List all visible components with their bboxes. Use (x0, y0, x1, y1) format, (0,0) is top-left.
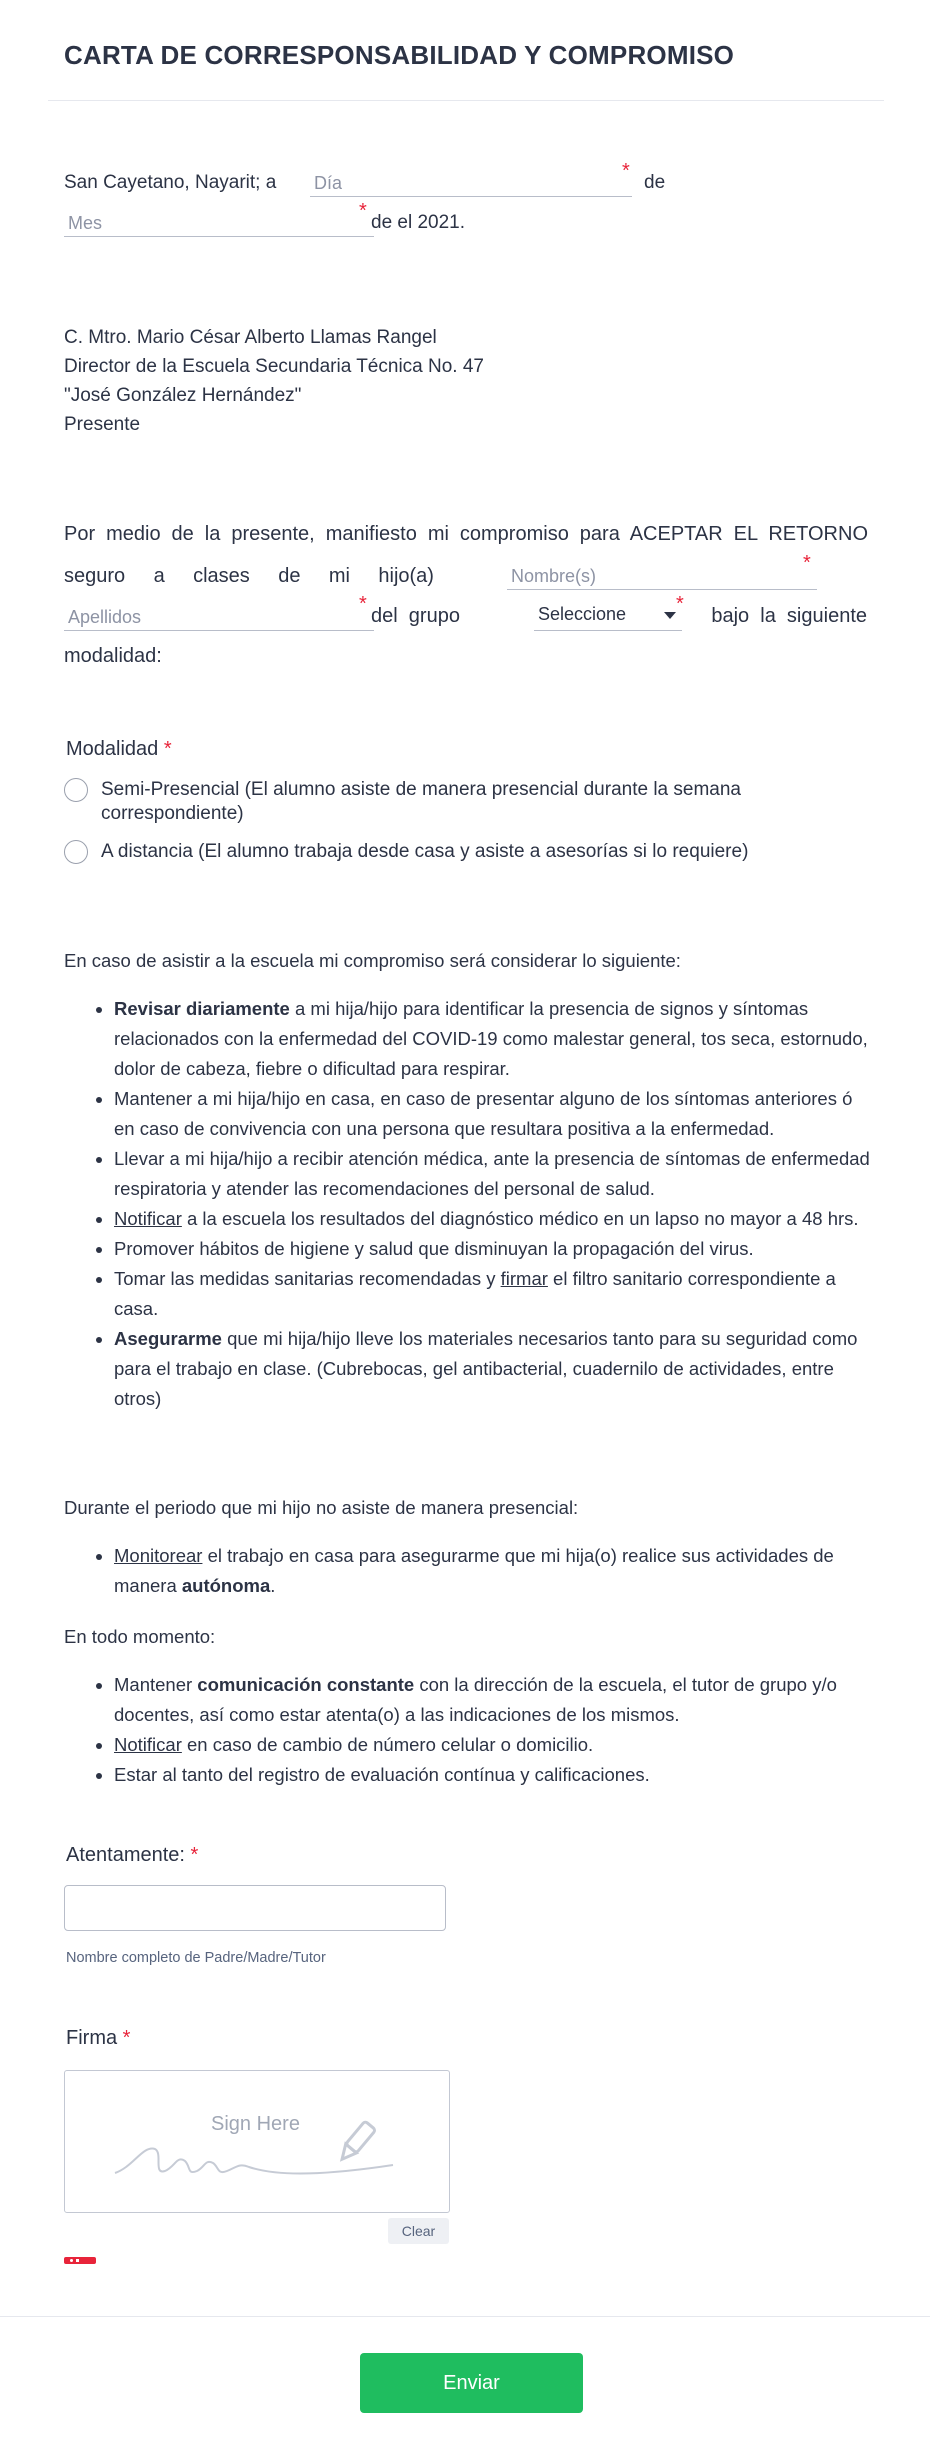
item-text: Mantener a mi hija/hijo en casa, en caso de presentar alguno de los síntomas anteriores ó en caso de convivencia con una persona que resultara positiva a la enfermedad. (114, 1088, 853, 1139)
group-select-value: Seleccione (538, 604, 627, 624)
list-item (114, 1234, 870, 1264)
radio-label-line: correspondiente) (101, 803, 244, 824)
commitment-line-4: modalidad: (64, 645, 162, 667)
item-strong: comunicación constante (197, 1674, 415, 1695)
item-text: con la dirección de la escuela, el tutor de grupo y/o docentes, así como estar atenta(o) a las indicaciones de los mismos. (114, 1674, 837, 1725)
list-item (114, 1264, 870, 1324)
address-line: Director de la Escuela Secundaria Técnica No. 47 (64, 356, 484, 377)
commitment-word: seguro (64, 565, 126, 587)
modalidad-label (66, 738, 172, 761)
address-line: C. Mtro. Mario César Alberto Llamas Rangel (64, 327, 437, 348)
list-item (114, 1760, 870, 1790)
commitment-word: de (278, 565, 301, 587)
sign-here-text: Sign Here (211, 2113, 300, 2135)
error-marker-icon (64, 2257, 96, 2264)
commitment-line-2 (64, 565, 434, 588)
item-text: Tomar las medidas sanitarias recomendadas y (114, 1268, 501, 1289)
item-underline: firmar (500, 1268, 548, 1289)
firma-label-text: Firma (66, 2027, 118, 2049)
commitment-word: hijo(a) (378, 565, 434, 587)
item-text: Llevar a mi hija/hijo a recibir atención médica, ante la presencia de síntomas de enfermedad respiratoria y atender las recomendaciones del personal de salud. (114, 1148, 870, 1199)
list-item (114, 1670, 870, 1730)
item-text: Estar al tanto del registro de evaluación contínua y calificaciones. (114, 1764, 650, 1785)
always-list (64, 1670, 870, 1790)
remote-intro: Durante el periodo que mi hijo no asiste de manera presencial: (64, 1497, 579, 1518)
firma-label (66, 2027, 130, 2050)
item-text: el trabajo en casa para asegurarme que mi hija(o) realice sus actividades de manera (114, 1545, 834, 1596)
month-input[interactable] (64, 210, 374, 237)
surnames-required-mark: * (359, 593, 367, 615)
item-underline: Monitorear (114, 1545, 203, 1566)
date-prefix: San Cayetano, Nayarit; a (64, 172, 277, 193)
always-intro: En todo momento: (64, 1626, 216, 1647)
signature-pad[interactable] (64, 2070, 450, 2213)
radio-label-line: Semi-Presencial (El alumno asiste de manera presencial durante la semana (101, 779, 741, 800)
list-item (114, 1730, 870, 1760)
names-required-mark: * (803, 552, 811, 574)
recipient-address (64, 323, 484, 439)
item-text: a mi hija/hijo para identificar la presencia de signos y síntomas relacionados con la enfermedad del COVID-19 como malestar general, tos seca, estornudo, dolor de cabeza, fiebre o dificultad para respirar. (114, 998, 868, 1079)
clear-signature-button[interactable]: Clear (388, 2218, 449, 2244)
address-line: Presente (64, 414, 141, 435)
list-item (114, 994, 870, 1084)
atentamente-label (66, 1844, 198, 1867)
item-strong: autónoma (181, 1575, 271, 1596)
date-mid: de (644, 172, 666, 193)
list-item (114, 1144, 870, 1204)
item-text: el filtro sanitario correspondiente a casa. (114, 1268, 836, 1319)
after-group-text: bajo la siguiente (711, 605, 867, 627)
item-strong: Asegurarme (114, 1328, 222, 1349)
modalidad-required-mark: * (163, 738, 172, 760)
address-line: "José González Hernández" (64, 385, 302, 406)
full-name-input[interactable] (64, 1885, 446, 1931)
school-list (64, 994, 870, 1414)
item-text: a la escuela los resultados del diagnóstico médico en un lapso no mayor a 48 hrs. (181, 1208, 859, 1229)
item-strong: Revisar diariamente (114, 998, 290, 1019)
firma-required-mark: * (122, 2027, 131, 2049)
group-select[interactable] (534, 604, 682, 631)
list-item (114, 1204, 870, 1234)
radio-button[interactable] (64, 840, 88, 864)
list-item (114, 1541, 870, 1601)
student-surnames-input[interactable] (64, 604, 374, 631)
commitment-line-1: Por medio de la presente, manifiesto mi compromiso para ACEPTAR EL RETORNO (64, 523, 868, 545)
atentamente-required-mark: * (190, 1844, 199, 1866)
day-required-mark: * (622, 160, 630, 182)
item-underline: Notificar (114, 1208, 182, 1229)
school-intro: En caso de asistir a la escuela mi compromiso será considerar lo siguiente: (64, 950, 681, 971)
chevron-down-icon (664, 612, 676, 619)
page-title: CARTA DE CORRESPONSABILIDAD Y COMPROMISO (64, 40, 735, 70)
date-suffix: de el 2021. (371, 212, 466, 233)
item-underline: Notificar (114, 1734, 182, 1755)
full-name-sublabel: Nombre completo de Padre/Madre/Tutor (66, 1950, 326, 1966)
student-names-input[interactable] (507, 563, 817, 590)
commitment-word: a (153, 565, 165, 587)
submit-button[interactable]: Enviar (360, 2353, 583, 2413)
list-item (114, 1324, 870, 1414)
day-input[interactable] (310, 170, 632, 197)
modalidad-label-text: Modalidad (66, 738, 159, 760)
month-required-mark: * (359, 200, 367, 222)
signature-scribble-icon (113, 2115, 413, 2185)
group-text: del grupo (371, 605, 460, 627)
commitment-word: mi (328, 565, 350, 587)
item-text: que mi hija/hijo lleve los materiales necesarios tanto para su seguridad como para el trabajo en clase. (Cubrebocas, gel antibacterial, cuadernilo de actividades, entre otros) (114, 1328, 858, 1409)
radio-option-label (101, 778, 801, 826)
commitment-word: clases (193, 565, 250, 587)
list-item (114, 1084, 870, 1144)
radio-option-label: A distancia (El alumno trabaja desde casa y asiste a asesorías si lo requiere) (101, 841, 749, 862)
remote-list (64, 1541, 870, 1601)
item-text: en caso de cambio de número celular o domicilio. (181, 1734, 594, 1755)
item-text: Mantener (114, 1674, 198, 1695)
item-text: Promover hábitos de higiene y salud que disminuyan la propagación del virus. (114, 1238, 754, 1259)
title-divider (48, 100, 884, 101)
radio-button[interactable] (64, 778, 88, 802)
atentamente-label-text: Atentamente: (66, 1844, 185, 1866)
item-text: . (270, 1575, 276, 1596)
footer-divider (0, 2316, 930, 2317)
group-required-mark: * (676, 593, 684, 615)
